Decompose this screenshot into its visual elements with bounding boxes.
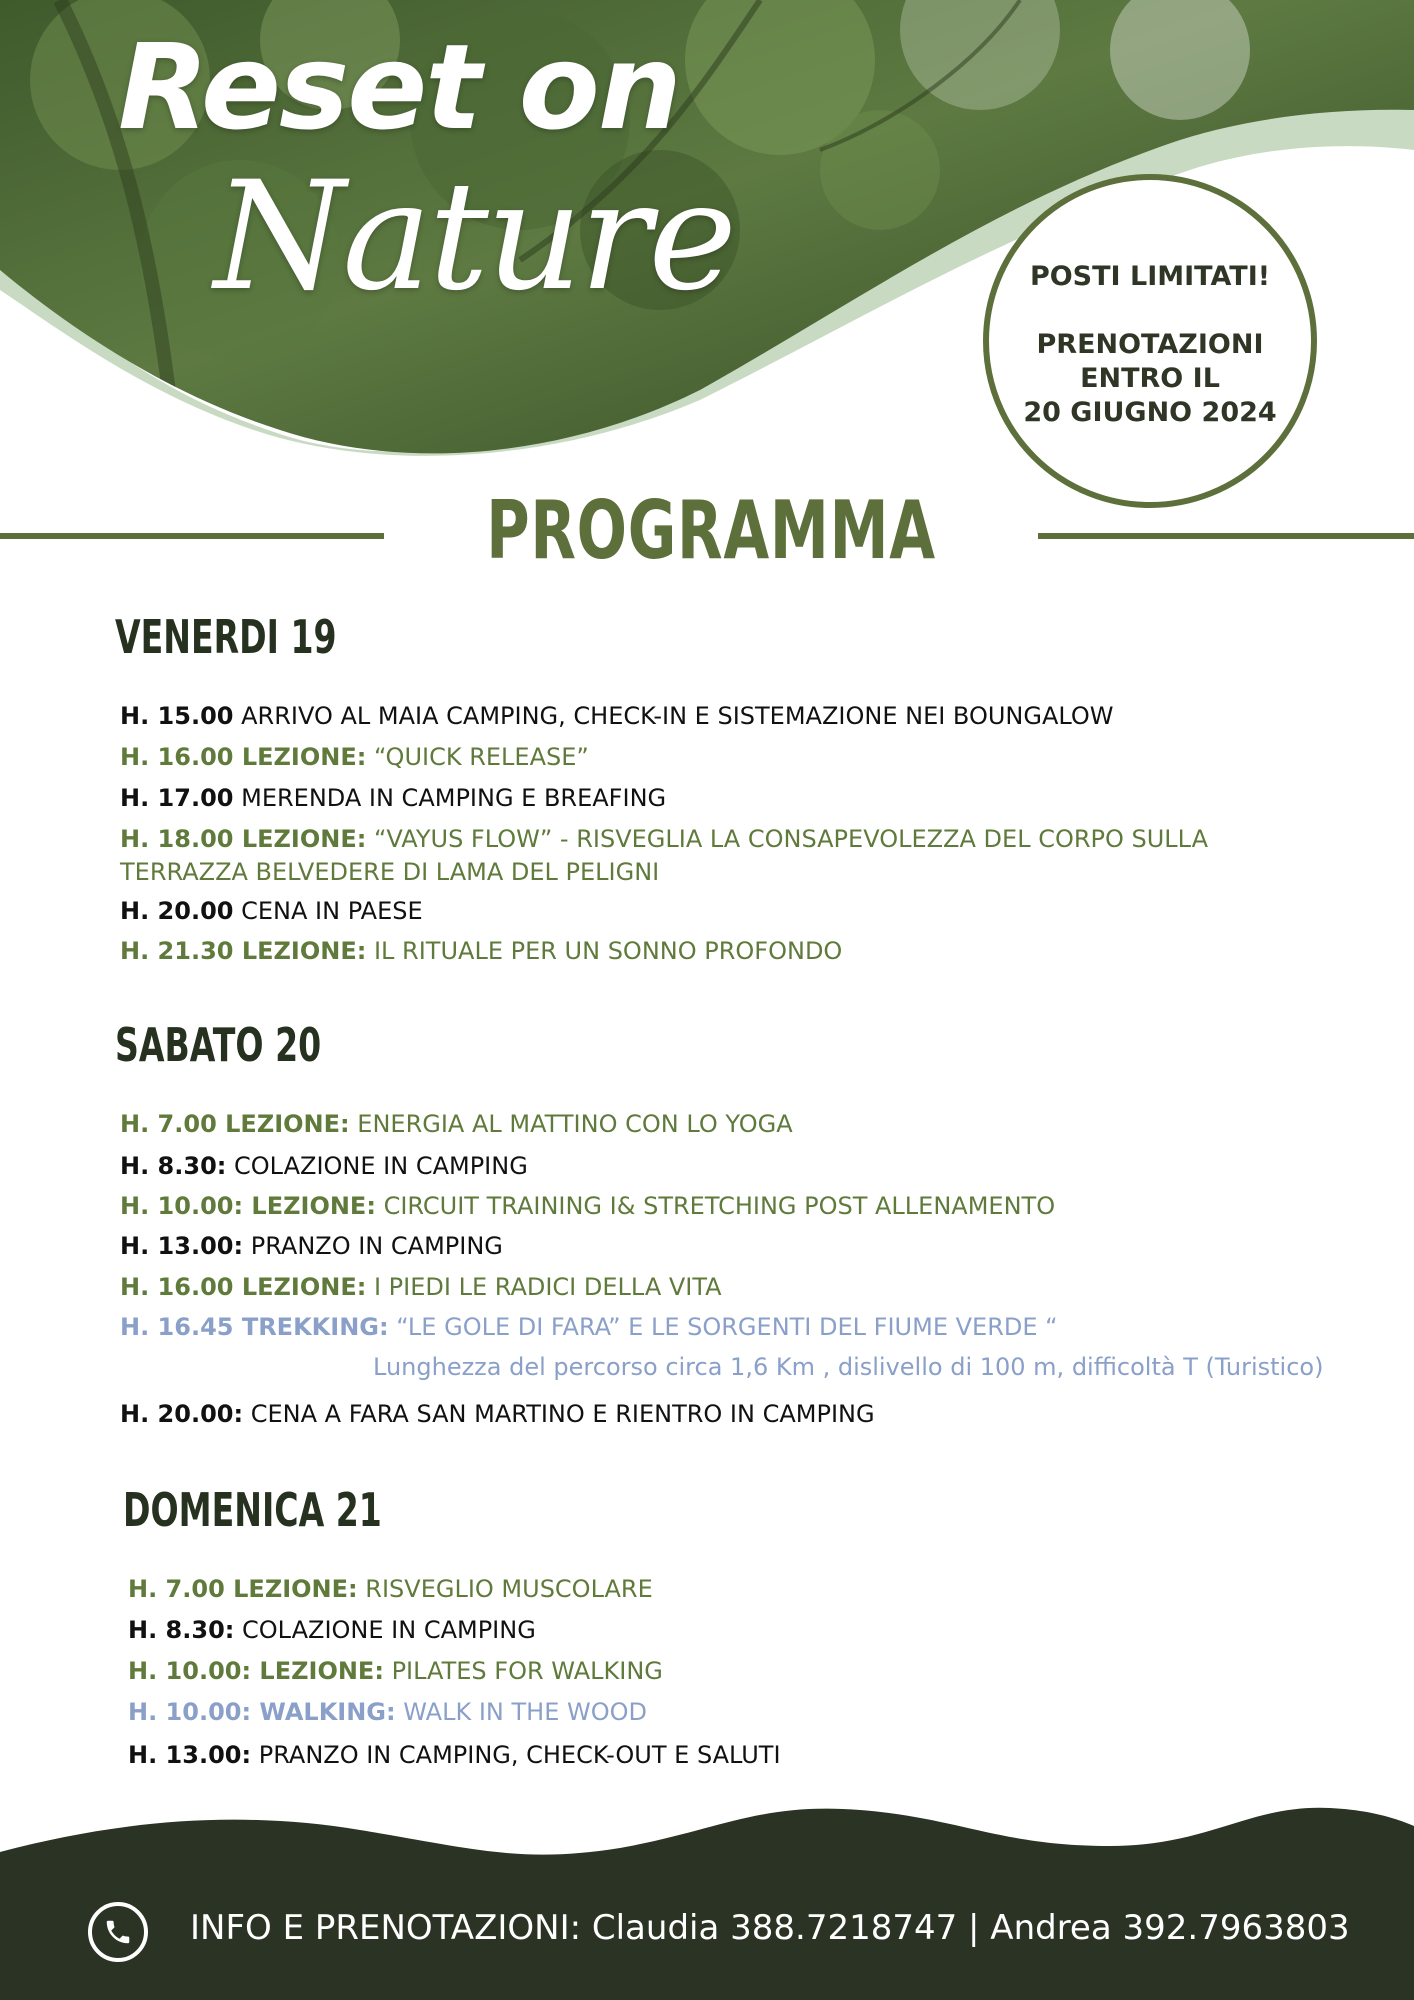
schedule-item: [128, 1573, 1358, 1606]
item-time: H. 16.45 TREKKING:: [120, 1313, 389, 1341]
schedule-item: [120, 700, 1350, 733]
schedule-item: [128, 1739, 1358, 1772]
schedule-item: [128, 1696, 1358, 1729]
schedule-item: [120, 1271, 1350, 1304]
item-text: PRANZO IN CAMPING: [250, 1232, 503, 1260]
item-text: CENA A FARA SAN MARTINO E RIENTRO IN CAMPING: [250, 1400, 875, 1428]
item-time: H. 15.00: [120, 702, 234, 730]
badge-text: [989, 260, 1311, 430]
item-time: H. 13.00:: [120, 1232, 244, 1260]
item-text: COLAZIONE IN CAMPING: [234, 1152, 528, 1180]
day-title-sunday: DOMENICA 21: [123, 1483, 382, 1537]
phone-icon: [88, 1902, 148, 1962]
title-reset-on: Reset on: [118, 18, 680, 156]
trekking-note: Lunghezza del percorso circa 1,6 Km , dislivello di 100 m, difficoltà T (Turistico): [373, 1353, 1324, 1381]
schedule-item: [120, 1108, 1350, 1141]
item-time: H. 10.00: LEZIONE:: [120, 1192, 376, 1220]
schedule-item: [120, 1190, 1350, 1223]
item-text: PRANZO IN CAMPING, CHECK-OUT E SALUTI: [258, 1741, 781, 1769]
item-time: H. 16.00 LEZIONE:: [120, 1273, 367, 1301]
item-text: MERENDA IN CAMPING E BREAFING: [241, 784, 667, 812]
schedule-item: [120, 895, 1350, 928]
item-text: ENERGIA AL MATTINO CON LO YOGA: [357, 1110, 793, 1138]
item-time: H. 8.30:: [120, 1152, 227, 1180]
schedule-item: [120, 1150, 1350, 1183]
item-time: H. 13.00:: [128, 1741, 252, 1769]
badge-line: POSTI LIMITATI!: [1029, 261, 1271, 292]
schedule-item: [120, 1230, 1350, 1263]
item-time: H. 20.00:: [120, 1400, 244, 1428]
badge-line: 20 GIUGNO 2024: [1023, 397, 1277, 428]
item-time: H. 8.30:: [128, 1616, 235, 1644]
schedule-item: [120, 935, 1350, 968]
schedule-item: [128, 1655, 1358, 1688]
title-nature: Nature: [214, 150, 735, 324]
schedule-item: [120, 782, 1350, 815]
item-text: RISVEGLIO MUSCOLARE: [365, 1575, 653, 1603]
schedule-item: [120, 1398, 1350, 1431]
item-text: “VAYUS FLOW” - RISVEGLIA LA CONSAPEVOLEZZA DEL CORPO SULLA TERRAZZA BELVEDERE DI LAMA DEL PELIGNI: [120, 825, 1209, 886]
item-text: CENA IN PAESE: [241, 897, 423, 925]
footer-wave: [0, 1800, 1414, 2000]
item-time: H. 10.00: WALKING:: [128, 1698, 396, 1726]
schedule-item: [128, 1614, 1358, 1647]
day-title-saturday: SABATO 20: [115, 1018, 322, 1072]
item-time: H. 18.00 LEZIONE:: [120, 825, 367, 853]
item-time: H. 17.00: [120, 784, 234, 812]
schedule-item: [120, 823, 1340, 889]
item-text: PILATES FOR WALKING: [391, 1657, 663, 1685]
item-text: ARRIVO AL MAIA CAMPING, CHECK-IN E SISTEMAZIONE NEI BOUNGALOW: [241, 702, 1114, 730]
badge-line: ENTRO IL: [1080, 363, 1220, 394]
item-text: I PIEDI LE RADICI DELLA VITA: [373, 1273, 722, 1301]
divider-right: [1038, 533, 1414, 539]
divider-left: [0, 533, 384, 539]
schedule-item: [120, 1311, 1350, 1344]
item-text: “QUICK RELEASE”: [373, 743, 589, 771]
schedule-item: [120, 741, 1350, 774]
item-text: COLAZIONE IN CAMPING: [242, 1616, 536, 1644]
item-time: H. 7.00 LEZIONE:: [120, 1110, 350, 1138]
item-text: IL RITUALE PER UN SONNO PROFONDO: [373, 937, 843, 965]
contact-info: INFO E PRENOTAZIONI: Claudia 388.7218747 | Andrea 392.7963803: [190, 1908, 1350, 1948]
item-time: H. 7.00 LEZIONE:: [128, 1575, 358, 1603]
badge-line: PRENOTAZIONI: [1036, 329, 1264, 360]
item-text: WALK IN THE WOOD: [403, 1698, 647, 1726]
item-text: “LE GOLE DI FARA” E LE SORGENTI DEL FIUME VERDE “: [396, 1313, 1058, 1341]
item-text: CIRCUIT TRAINING I& STRETCHING POST ALLENAMENTO: [383, 1192, 1056, 1220]
item-time: H. 21.30 LEZIONE:: [120, 937, 367, 965]
section-title: PROGRAMMA: [486, 484, 936, 577]
item-time: H. 20.00: [120, 897, 234, 925]
footer: [0, 1800, 1414, 2000]
item-time: H. 10.00: LEZIONE:: [128, 1657, 384, 1685]
limited-seats-badge: [983, 174, 1317, 508]
item-time: H. 16.00 LEZIONE:: [120, 743, 367, 771]
day-title-friday: VENERDI 19: [115, 610, 337, 664]
